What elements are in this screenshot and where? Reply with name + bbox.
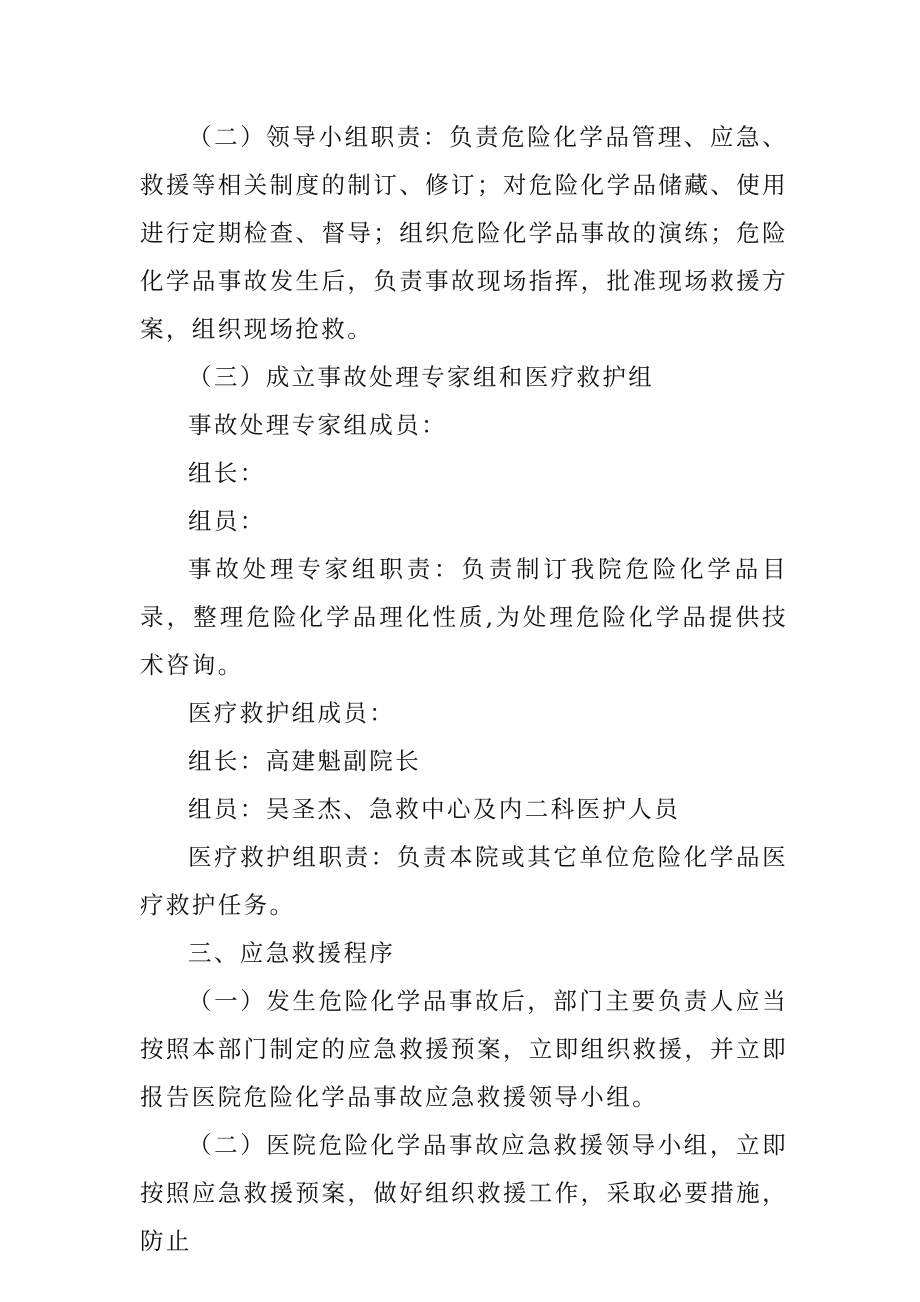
paragraph-procedure-step-one: （一）发生危险化学品事故后，部门主要负责人应当按照本部门制定的应急救援预案，立即组织救援，并立即报告医院危险化学品事故应急救援领导小组。 <box>140 987 788 1111</box>
paragraph-expert-group-duties: 事故处理专家组职责：负责制订我院危险化学品目录，整理危险化学品理化性质,为处理危险化学品提供技术咨询。 <box>140 555 788 679</box>
paragraph-procedure-step-two: （二）医院危险化学品事故应急救援领导小组，立即按照应急救援预案，做好组织救援工作，采取必要措施，防止 <box>140 1131 788 1255</box>
paragraph-emergency-procedure-heading: 三、应急救援程序 <box>188 939 396 967</box>
paragraph-medical-group-member-list: 组员：吴圣杰、急救中心及内二科医护人员 <box>188 795 681 823</box>
paragraph-leadership-duties: （二）领导小组职责：负责危险化学品管理、应急、救援等相关制度的制订、修订；对危险化学品储藏、使用进行定期检查、督导；组织危险化学品事故的演练；危险化学品事故发生后，负责事故现场指挥，批准现场救援方案，组织现场抢救。 <box>140 123 788 343</box>
paragraph-section-three-heading: （三）成立事故处理专家组和医疗救护组 <box>188 363 655 391</box>
paragraph-expert-group-members: 事故处理专家组成员： <box>188 411 447 439</box>
paragraph-medical-group-leader: 组长：高建魁副院长 <box>188 747 422 775</box>
paragraph-medical-group-duties: 医疗救护组职责：负责本院或其它单位危险化学品医疗救护任务。 <box>140 843 788 919</box>
paragraph-expert-group-member-list: 组员： <box>188 507 266 535</box>
paragraph-medical-group-members: 医疗救护组成员： <box>188 699 396 727</box>
paragraph-expert-group-leader: 组长： <box>188 459 266 487</box>
